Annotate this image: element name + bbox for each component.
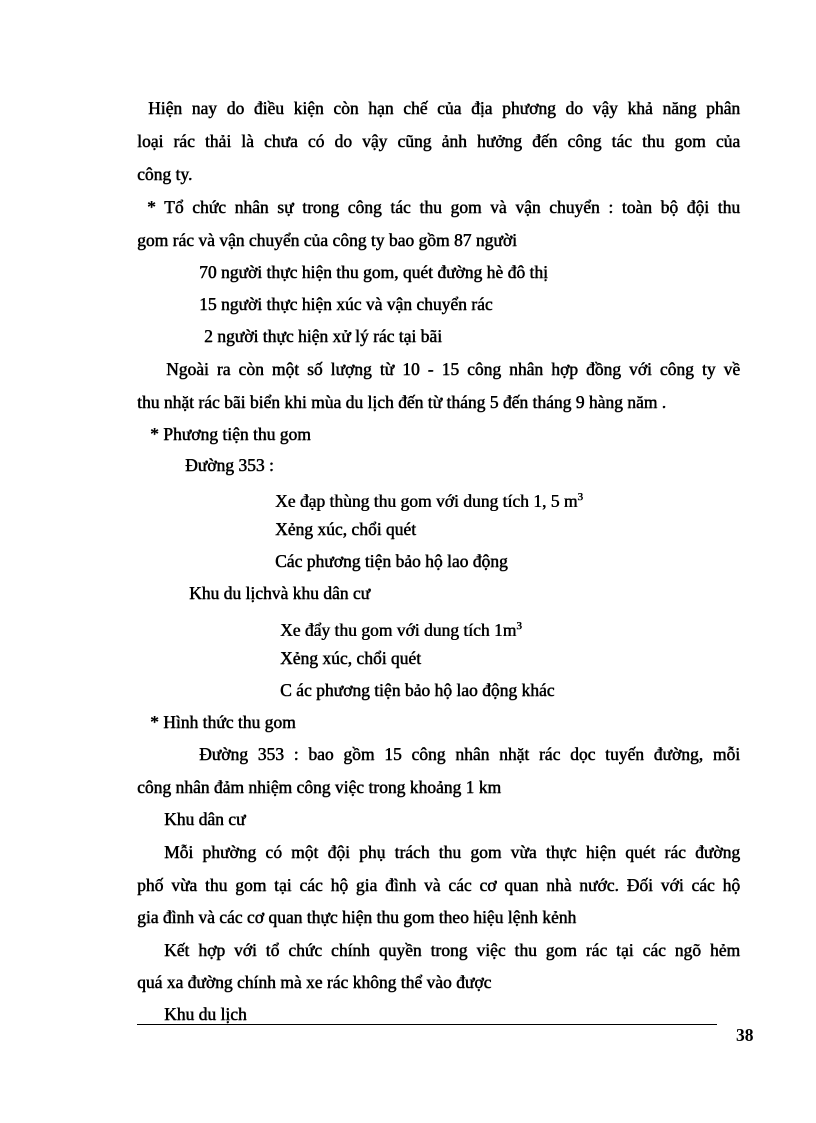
text-line: Khu du lịch <box>164 1004 247 1024</box>
text-line: Xẻng xúc, chổi quét <box>275 519 416 539</box>
text-line: gia đình và các cơ quan thực hiện thu gom theo hiệu lệnh kẻnh <box>137 907 577 927</box>
superscript: 3 <box>577 491 583 503</box>
text-line: Kết hợp với tổ chức chính quyền trong việc thu gom rác tại các ngõ hẻm <box>164 940 740 960</box>
text-line: Đường 353 : bao gồm 15 công nhân nhặt rác dọc tuyến đường, mỗi <box>199 744 740 764</box>
text-line: gom rác và vận chuyển của công ty bao gồm 87 người <box>137 230 517 250</box>
text-line: Mỗi phường có một đội phụ trách thu gom vừa thực hiện quét rác đường <box>164 842 740 862</box>
text-line: loại rác thải là chưa có do vậy cũng ảnh hưởng đến công tác thu gom của <box>137 131 740 151</box>
text-line: Các phương tiện bảo hộ lao động <box>275 551 508 571</box>
superscript: 3 <box>516 620 522 632</box>
text-line: Khu du lịchvà khu dân cư <box>189 583 371 603</box>
text-line: công nhân đảm nhiệm công việc trong khoảng 1 km <box>137 777 502 797</box>
text-line: Xẻng xúc, chổi quét <box>280 648 421 668</box>
text-line: Đường 353 : <box>185 455 274 475</box>
footer-rule <box>137 1024 717 1025</box>
text-line: 15 người thực hiện xúc và vận chuyển rác <box>199 294 493 314</box>
text-line: phố vừa thu gom tại các hộ gia đình và các cơ quan nhà nước. Đối với các hộ <box>137 875 740 895</box>
text-line: * Phương tiện thu gom <box>150 424 311 444</box>
page-number: 38 <box>736 1025 754 1045</box>
text-line: quá xa đường chính mà xe rác không thể vào được <box>137 972 492 992</box>
text-line: công ty. <box>137 164 193 184</box>
text-line: C ác phương tiện bảo hộ lao động khác <box>280 680 555 700</box>
text-line: Hiện nay do điều kiện còn hạn chế của địa phương do vậy khả năng phân <box>148 98 740 118</box>
text-line: Ngoài ra còn một số lượng từ 10 - 15 công nhân hợp đồng với công ty về <box>166 359 740 379</box>
text-line: Khu dân cư <box>164 809 246 829</box>
text-line: * Tổ chức nhân sự trong công tác thu gom và vận chuyển : toàn bộ đội thu <box>147 197 740 217</box>
text-line: thu nhặt rác bãi biển khi mùa du lịch đến từ tháng 5 đến tháng 9 hàng năm . <box>137 392 667 412</box>
text-line: * Hình thức thu gom <box>150 712 296 732</box>
text-line: Xe đạp thùng thu gom với dung tích 1, 5 $m^3$ <box>275 490 583 511</box>
text-line: 2 người thực hiện xử lý rác tại bãi <box>204 326 442 346</box>
text-line: Xe đẩy thu gom với dung tích $1m^3$ <box>280 619 522 640</box>
text-line: 70 người thực hiện thu gom, quét đường hè đô thị <box>199 262 548 282</box>
